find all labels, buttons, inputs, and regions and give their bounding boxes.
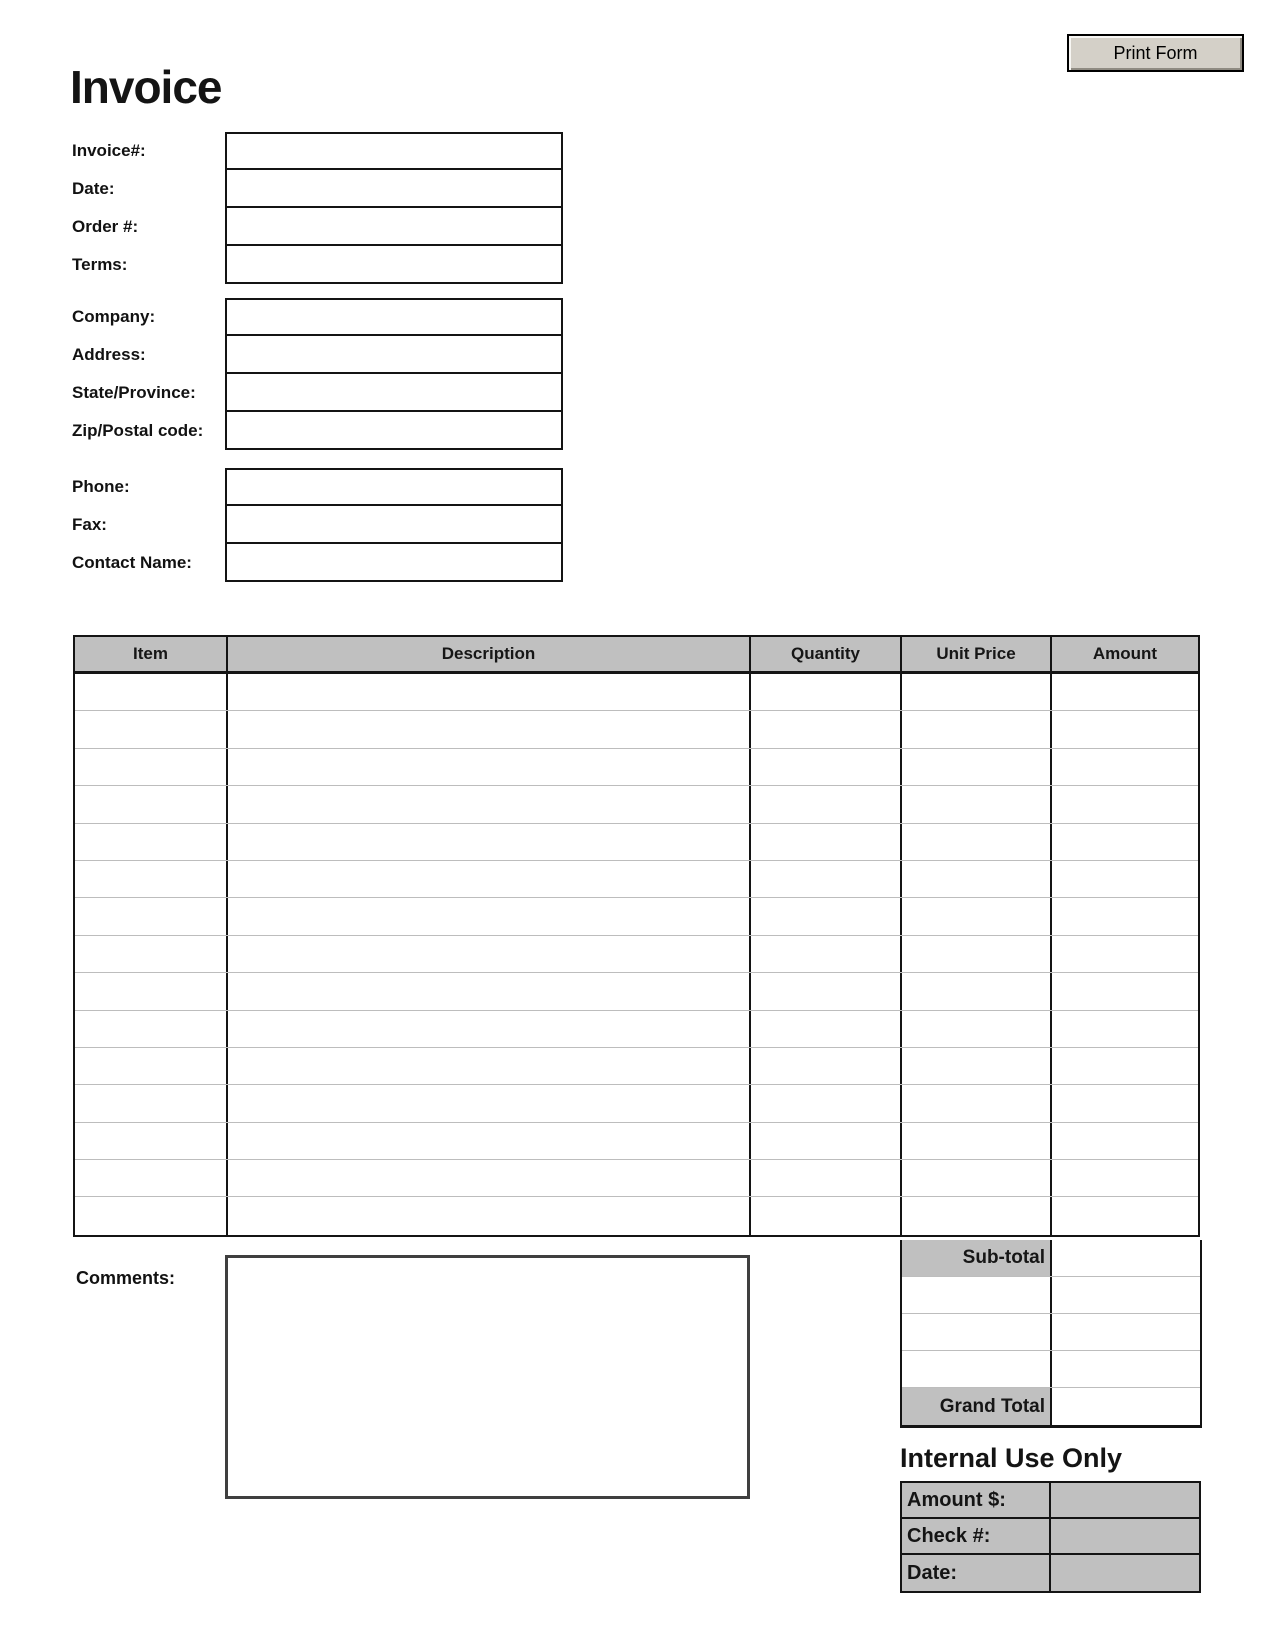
- comments-label: Comments:: [76, 1268, 176, 1288]
- item-cell-description[interactable]: [228, 1123, 751, 1159]
- invoice-number-label: Invoice#:: [72, 141, 146, 160]
- item-cell-amount[interactable]: [1052, 1160, 1198, 1196]
- totals-blank-value-cell[interactable]: [1052, 1277, 1200, 1313]
- item-cell-unit-price[interactable]: [902, 1197, 1052, 1234]
- internal-amount-label: Amount $:: [902, 1483, 1051, 1517]
- item-cell-amount[interactable]: [1052, 749, 1198, 785]
- item-cell-quantity[interactable]: [751, 1048, 902, 1084]
- item-cell-quantity[interactable]: [751, 1085, 902, 1121]
- totals-blank-row: [902, 1314, 1200, 1351]
- item-row: [75, 973, 1198, 1010]
- totals-blank-value-cell[interactable]: [1052, 1351, 1200, 1387]
- item-row: [75, 1048, 1198, 1085]
- grand-total-value-cell[interactable]: [1052, 1388, 1200, 1425]
- item-cell-description[interactable]: [228, 1048, 751, 1084]
- fax-row: [72, 506, 563, 544]
- item-cell-unit-price[interactable]: [902, 936, 1052, 972]
- terms-field[interactable]: [225, 246, 563, 284]
- terms-label: Terms:: [72, 255, 128, 274]
- internal-use-heading: Internal Use Only: [900, 1443, 1123, 1473]
- item-row: [75, 861, 1198, 898]
- print-form-button-label: Print Form: [1113, 42, 1198, 63]
- item-cell-item[interactable]: [75, 711, 228, 747]
- zip-postal-field[interactable]: [225, 412, 563, 450]
- item-cell-unit-price[interactable]: [902, 824, 1052, 860]
- item-cell-description[interactable]: [228, 749, 751, 785]
- item-cell-description[interactable]: [228, 973, 751, 1009]
- comments-textarea[interactable]: [225, 1255, 750, 1499]
- address-label: Address:: [72, 345, 146, 364]
- item-cell-description[interactable]: [228, 674, 751, 710]
- item-row: [75, 711, 1198, 748]
- item-cell-unit-price[interactable]: [902, 898, 1052, 934]
- item-cell-unit-price[interactable]: [902, 973, 1052, 1009]
- state-province-field[interactable]: [225, 374, 563, 412]
- item-cell-unit-price[interactable]: [902, 1160, 1052, 1196]
- company-label: Company:: [72, 307, 156, 326]
- item-cell-unit-price[interactable]: [902, 1085, 1052, 1121]
- item-cell-quantity[interactable]: [751, 786, 902, 822]
- item-cell-unit-price[interactable]: [902, 1123, 1052, 1159]
- item-cell-quantity[interactable]: [751, 711, 902, 747]
- item-cell-item[interactable]: [75, 1197, 228, 1234]
- totals-blank-label-cell: [902, 1351, 1052, 1387]
- item-cell-quantity[interactable]: [751, 674, 902, 710]
- contact-name-label: Contact Name:: [72, 553, 192, 572]
- totals-blank-label-cell: [902, 1314, 1052, 1350]
- item-row: [75, 674, 1198, 711]
- item-cell-description[interactable]: [228, 861, 751, 897]
- item-cell-quantity[interactable]: [751, 898, 902, 934]
- address-row: [72, 336, 563, 374]
- item-row: [75, 1160, 1198, 1197]
- contact-name-row: [72, 544, 563, 582]
- item-cell-quantity[interactable]: [751, 1011, 902, 1047]
- totals-block: [900, 1240, 1202, 1428]
- date-field[interactable]: [225, 170, 563, 208]
- fax-field[interactable]: [225, 506, 563, 544]
- items-table-body: [75, 674, 1198, 1235]
- item-row: [75, 786, 1198, 823]
- item-cell-quantity[interactable]: [751, 749, 902, 785]
- item-cell-unit-price[interactable]: [902, 861, 1052, 897]
- company-row: [72, 298, 563, 336]
- internal-check-field[interactable]: [1051, 1519, 1199, 1553]
- fax-label: Fax:: [72, 515, 107, 534]
- item-row: [75, 1123, 1198, 1160]
- date-row: [72, 170, 563, 208]
- state-province-row: [72, 374, 563, 412]
- item-cell-amount[interactable]: [1052, 936, 1198, 972]
- item-cell-item[interactable]: [75, 1048, 228, 1084]
- item-cell-description[interactable]: [228, 786, 751, 822]
- invoice-number-field[interactable]: [225, 132, 563, 170]
- item-cell-description[interactable]: [228, 824, 751, 860]
- item-cell-description[interactable]: [228, 898, 751, 934]
- item-cell-quantity[interactable]: [751, 1160, 902, 1196]
- header-quantity: Quantity: [751, 637, 902, 671]
- header-unit-price: Unit Price: [902, 637, 1052, 671]
- internal-amount-field[interactable]: [1051, 1483, 1199, 1517]
- item-cell-item[interactable]: [75, 1085, 228, 1121]
- order-number-label: Order #:: [72, 217, 139, 236]
- company-group: [72, 298, 563, 450]
- phone-row: [72, 468, 563, 506]
- item-row: [75, 1011, 1198, 1048]
- subtotal-row: [902, 1240, 1200, 1277]
- item-cell-unit-price[interactable]: [902, 786, 1052, 822]
- item-cell-quantity[interactable]: [751, 936, 902, 972]
- internal-check-label: Check #:: [902, 1519, 1051, 1553]
- order-number-row: [72, 208, 563, 246]
- item-cell-amount[interactable]: [1052, 711, 1198, 747]
- item-cell-unit-price[interactable]: [902, 749, 1052, 785]
- item-cell-amount[interactable]: [1052, 786, 1198, 822]
- item-cell-item[interactable]: [75, 749, 228, 785]
- item-cell-amount[interactable]: [1052, 973, 1198, 1009]
- item-row: [75, 1085, 1198, 1122]
- state-province-label: State/Province:: [72, 383, 196, 402]
- item-cell-amount[interactable]: [1052, 1048, 1198, 1084]
- item-cell-item[interactable]: [75, 824, 228, 860]
- grand-total-row: [902, 1388, 1200, 1425]
- address-field[interactable]: [225, 336, 563, 374]
- item-row: [75, 898, 1198, 935]
- terms-row: [72, 246, 563, 284]
- item-cell-amount[interactable]: [1052, 824, 1198, 860]
- item-cell-item[interactable]: [75, 898, 228, 934]
- print-form-button[interactable]: [1067, 34, 1244, 72]
- item-cell-item[interactable]: [75, 1160, 228, 1196]
- item-cell-description[interactable]: [228, 1011, 751, 1047]
- item-cell-description[interactable]: [228, 1160, 751, 1196]
- item-cell-description[interactable]: [228, 936, 751, 972]
- item-cell-unit-price[interactable]: [902, 1048, 1052, 1084]
- item-cell-item[interactable]: [75, 861, 228, 897]
- grand-total-label: Grand Total: [902, 1388, 1052, 1425]
- item-cell-description[interactable]: [228, 1085, 751, 1121]
- item-cell-description[interactable]: [228, 711, 751, 747]
- item-cell-quantity[interactable]: [751, 824, 902, 860]
- item-row: [75, 824, 1198, 861]
- item-cell-amount[interactable]: [1052, 1123, 1198, 1159]
- invoice-number-row: [72, 132, 563, 170]
- item-cell-item[interactable]: [75, 674, 228, 710]
- item-cell-quantity[interactable]: [751, 861, 902, 897]
- invoice-meta-group: [72, 132, 563, 284]
- item-cell-amount[interactable]: [1052, 1197, 1198, 1234]
- contact-group: [72, 468, 563, 582]
- items-table-header: [75, 637, 1198, 674]
- item-cell-item[interactable]: [75, 1123, 228, 1159]
- internal-date-row: [902, 1555, 1199, 1591]
- totals-blank-label-cell: [902, 1277, 1052, 1313]
- company-field[interactable]: [225, 298, 563, 336]
- phone-label: Phone:: [72, 477, 130, 496]
- page-title: Invoice: [70, 61, 222, 113]
- header-item: Item: [75, 637, 228, 671]
- item-cell-item[interactable]: [75, 973, 228, 1009]
- totals-blank-row: [902, 1351, 1200, 1388]
- phone-field[interactable]: [225, 468, 563, 506]
- item-cell-amount[interactable]: [1052, 674, 1198, 710]
- internal-amount-row: [902, 1483, 1199, 1519]
- item-cell-amount[interactable]: [1052, 1011, 1198, 1047]
- header-amount: Amount: [1092, 644, 1158, 663]
- item-cell-unit-price[interactable]: [902, 1011, 1052, 1047]
- item-cell-amount[interactable]: [1052, 1085, 1198, 1121]
- totals-blank-value-cell[interactable]: [1052, 1314, 1200, 1350]
- date-label: Date:: [72, 179, 115, 198]
- item-row: [75, 1197, 1198, 1234]
- item-cell-item[interactable]: [75, 1011, 228, 1047]
- item-cell-amount[interactable]: [1052, 898, 1198, 934]
- zip-postal-label: Zip/Postal code:: [72, 421, 204, 440]
- internal-use-table: [900, 1481, 1201, 1593]
- contact-name-field[interactable]: [225, 544, 563, 582]
- item-cell-item[interactable]: [75, 786, 228, 822]
- item-cell-unit-price[interactable]: [902, 711, 1052, 747]
- item-cell-unit-price[interactable]: [902, 674, 1052, 710]
- internal-date-field[interactable]: [1051, 1555, 1199, 1591]
- subtotal-value-cell[interactable]: [1052, 1240, 1200, 1276]
- item-cell-quantity[interactable]: [751, 1123, 902, 1159]
- item-cell-item[interactable]: [75, 936, 228, 972]
- item-cell-quantity[interactable]: [751, 973, 902, 1009]
- internal-date-label: Date:: [902, 1555, 1051, 1591]
- totals-blank-row: [902, 1277, 1200, 1314]
- item-cell-description[interactable]: [228, 1197, 751, 1234]
- item-row: [75, 936, 1198, 973]
- subtotal-label: Sub-total: [902, 1240, 1052, 1276]
- item-cell-amount[interactable]: [1052, 861, 1198, 897]
- internal-check-row: [902, 1519, 1199, 1555]
- item-row: [75, 749, 1198, 786]
- zip-postal-row: [72, 412, 563, 450]
- item-cell-quantity[interactable]: [751, 1197, 902, 1234]
- line-items-table: [73, 635, 1200, 1237]
- order-number-field[interactable]: [225, 208, 563, 246]
- header-description: Description: [228, 637, 751, 671]
